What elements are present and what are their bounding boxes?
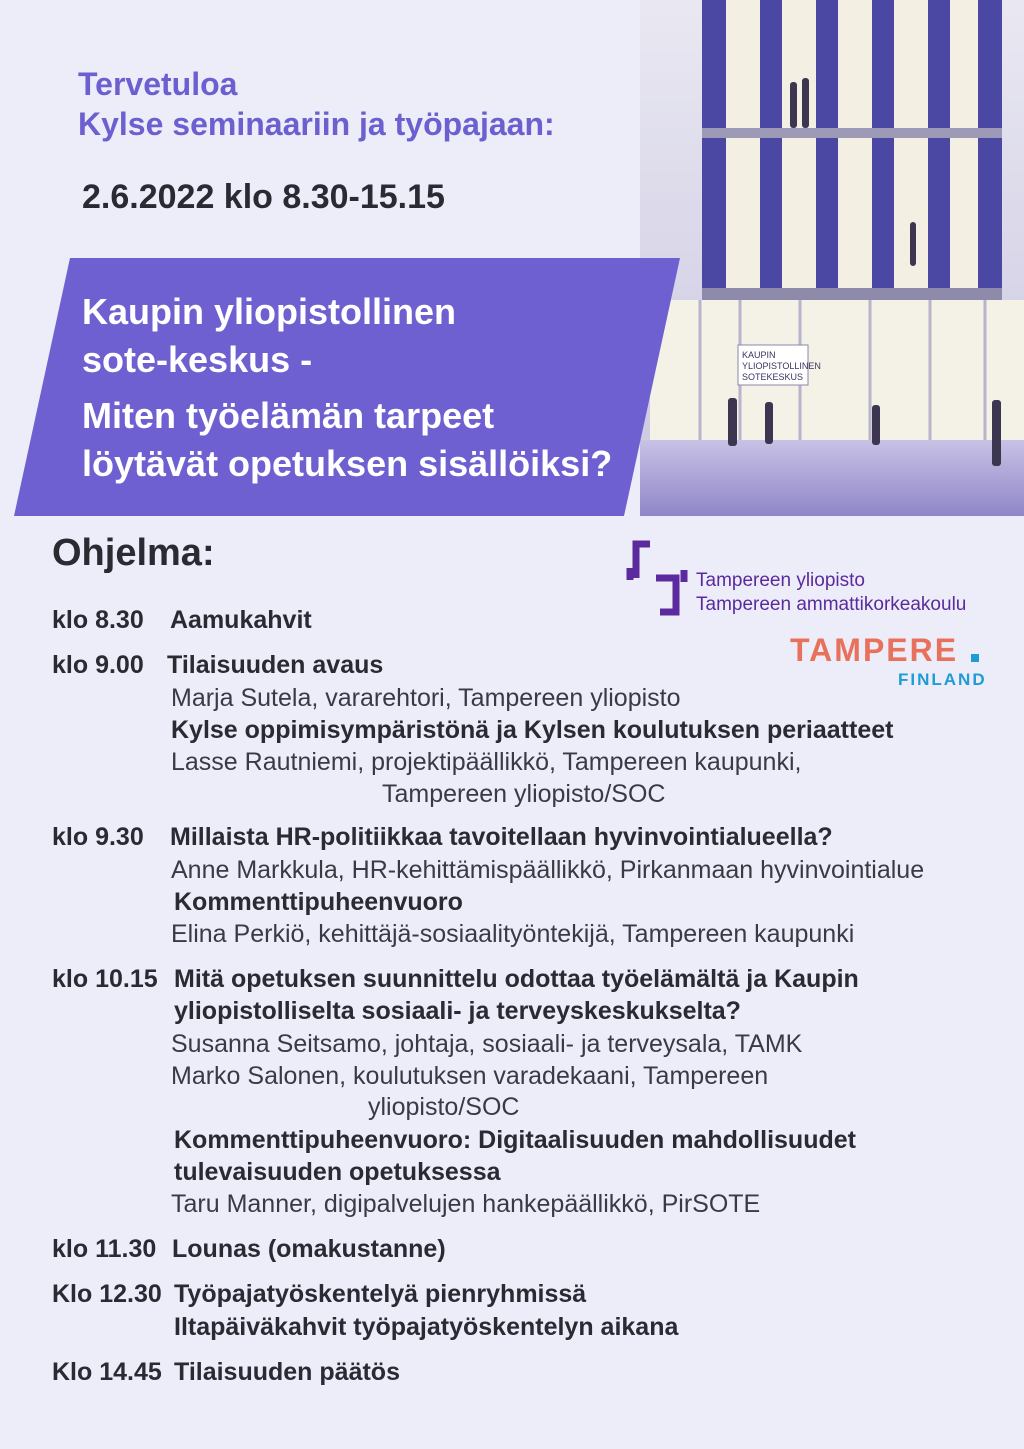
- tampere-finland-logo: [790, 632, 1010, 692]
- program-time-3: klo 10.15: [52, 965, 158, 993]
- university-logo-mark: [626, 538, 692, 618]
- banner-title: [82, 288, 612, 488]
- welcome-line-1: Tervetuloa: [78, 66, 238, 102]
- program-detail: Tampereen yliopisto/SOC: [382, 780, 666, 808]
- program-detail: Susanna Seitsamo, johtaja, sosiaali- ja terveysala, TAMK: [171, 1030, 803, 1058]
- program-detail: Taru Manner, digipalvelujen hankepäällikkö, PirSOTE: [171, 1190, 761, 1218]
- tampere-dot: [971, 654, 979, 662]
- university-logo: [626, 538, 1016, 618]
- program-time-5: Klo 12.30: [52, 1280, 162, 1308]
- program-heading: Ohjelma:: [52, 532, 215, 574]
- building-sign-line-3: SOTEKESKUS: [742, 372, 804, 382]
- program-time-1: klo 9.00: [52, 651, 144, 679]
- program-title-3: Mitä opetuksen suunnittelu odottaa työelämältä ja Kaupin: [174, 965, 859, 993]
- welcome-line-2: Kylse seminaariin ja työpajaan:: [78, 106, 555, 142]
- program-title-6: Tilaisuuden päätös: [174, 1358, 400, 1386]
- program-title-1: Tilaisuuden avaus: [167, 651, 384, 679]
- university-name-1: Tampereen yliopisto: [696, 570, 865, 591]
- event-date: 2.6.2022 klo 8.30-15.15: [82, 178, 445, 216]
- university-name-2: Tampereen ammattikorkeakoulu: [696, 594, 967, 615]
- program-time-0: klo 8.30: [52, 606, 144, 634]
- program-subtitle: Iltapäiväkahvit työpajatyöskentelyn aikana: [174, 1313, 679, 1341]
- program-subtitle: Kommenttipuheenvuoro: [174, 888, 463, 916]
- finland-word: FINLAND: [898, 670, 987, 689]
- program-subtitle: Kommenttipuheenvuoro: Digitaalisuuden mahdollisuudet: [174, 1126, 856, 1154]
- banner-line-2: sote-keskus -: [82, 339, 313, 380]
- program-title-2: Millaista HR-politiikkaa tavoitellaan hyvinvointialueella?: [170, 823, 833, 851]
- building-photo: [640, 0, 1024, 516]
- program-title-4: Lounas (omakustanne): [172, 1235, 446, 1263]
- building-illustration: [640, 0, 1024, 516]
- tampere-word: TAMPERE: [790, 632, 959, 668]
- program-title-5: Työpajatyöskentelyä pienryhmissä: [174, 1280, 587, 1308]
- program-detail: Marja Sutela, vararehtori, Tampereen yliopisto: [171, 684, 681, 712]
- program-time-6: Klo 14.45: [52, 1358, 162, 1386]
- program-time-2: klo 9.30: [52, 823, 144, 851]
- building-sign-line-1: KAUPIN: [742, 350, 776, 360]
- program-detail: Lasse Rautniemi, projektipäällikkö, Tampereen kaupunki,: [171, 748, 802, 776]
- banner-line-4: löytävät opetuksen sisällöiksi?: [82, 443, 613, 484]
- building-sign-line-2: YLIOPISTOLLINEN: [742, 361, 821, 371]
- banner-line-1: Kaupin yliopistollinen: [82, 291, 457, 332]
- banner-line-3: Miten työelämän tarpeet: [82, 395, 495, 436]
- program-detail: Anne Markkula, HR-kehittämispäällikkö, Pirkanmaan hyvinvointialue: [171, 856, 925, 884]
- program-detail: Elina Perkiö, kehittäjä-sosiaalityöntekijä, Tampereen kaupunki: [171, 920, 855, 948]
- program-title-0: Aamukahvit: [170, 606, 312, 634]
- program-subtitle: Kylse oppimisympäristönä ja Kylsen koulutuksen periaatteet: [171, 716, 894, 744]
- program-time-4: klo 11.30: [52, 1235, 157, 1263]
- program-detail: yliopisto/SOC: [368, 1093, 520, 1121]
- welcome-text: [78, 64, 555, 144]
- program-title-3-cont: yliopistolliselta sosiaali- ja terveyskeskukselta?: [174, 997, 741, 1025]
- program-detail: Marko Salonen, koulutuksen varadekaani, Tampereen: [171, 1062, 769, 1090]
- program-subtitle: tulevaisuuden opetuksessa: [174, 1158, 501, 1186]
